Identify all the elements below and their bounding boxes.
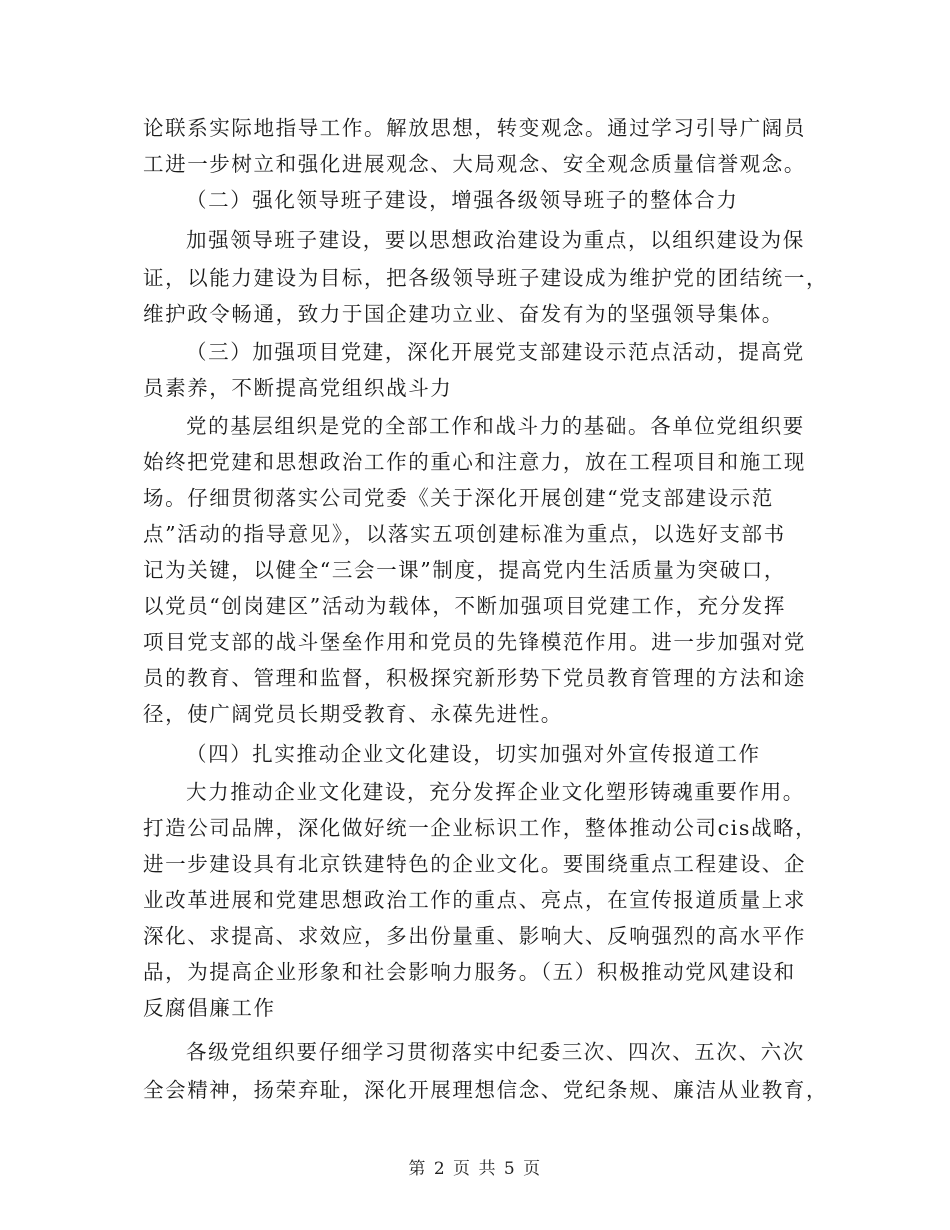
body-text-line: 打造公司品牌，深化做好统一企业标识工作，整体推动公司cis战略， bbox=[143, 816, 818, 840]
body-text-line: 证，以能力建设为目标，把各级领导班子建设成为维护党的团结统一， bbox=[143, 266, 829, 290]
body-text-line: 大力推动企业文化建设，充分发挥企业文化塑形铸魂重要作用。 bbox=[186, 780, 805, 804]
body-text-line: 始终把党建和思想政治工作的重心和注意力，放在工程项目和施工现 bbox=[143, 450, 806, 474]
section-heading: 员素养，不断提高党组织战斗力 bbox=[143, 376, 453, 400]
body-text-line: 项目党支部的战斗堡垒作用和党员的先锋模范作用。进一步加强对党 bbox=[143, 630, 806, 654]
body-text-line: 品，为提高企业形象和社会影响力服务。（五）积极推动党风建设和 bbox=[143, 960, 796, 984]
body-text-line: 反腐倡廉工作 bbox=[143, 996, 276, 1020]
section-heading: （二）强化领导班子建设，增强各级领导班子的整体合力 bbox=[186, 188, 739, 212]
section-heading: （三）加强项目党建，深化开展党支部建设示范点活动，提高党 bbox=[186, 340, 805, 364]
body-text-line: 进一步建设具有北京铁建特色的企业文化。要围绕重点工程建设、企 bbox=[143, 852, 806, 876]
body-text-line: 点”活动的指导意见》，以落实五项创建标准为重点，以选好支部书 bbox=[143, 522, 786, 546]
section-heading: （四）扎实推动企业文化建设，切实加强对外宣传报道工作 bbox=[186, 742, 761, 766]
body-text-line: 全会精神，扬荣弃耻，深化开展理想信念、党纪条规、廉洁从业教育， bbox=[143, 1078, 829, 1102]
body-text-line: 论联系实际地指导工作。解放思想，转变观念。通过学习引导广阔员 bbox=[143, 116, 806, 140]
body-text-line: 场。仔细贯彻落实公司党委《关于深化开展创建“党支部建设示范 bbox=[143, 486, 774, 510]
body-text-line: 径，使广阔党员长期受教育、永葆先进性。 bbox=[143, 702, 563, 726]
body-text-line: 业改革进展和党建思想政治工作的重点、亮点，在宣传报道质量上求 bbox=[143, 888, 806, 912]
body-text-line: 加强领导班子建设，要以思想政治建设为重点，以组织建设为保 bbox=[186, 228, 805, 252]
body-text-line: 员的教育、管理和监督，积极探究新形势下党员教育管理的方法和途 bbox=[143, 666, 806, 690]
page-number-footer: 第 2 页 共 5 页 bbox=[408, 1159, 542, 1179]
body-text-line: 以党员“创岗建区”活动为载体，不断加强项目党建工作，充分发挥 bbox=[143, 594, 786, 618]
body-text-line: 维护政令畅通，致力于国企建功立业、奋发有为的坚强领导集体。 bbox=[143, 302, 784, 326]
body-text-line: 记为关键，以健全“三会一课”制度，提高党内生活质量为突破口， bbox=[143, 558, 786, 582]
body-text-line: 党的基层组织是党的全部工作和战斗力的基础。各单位党组织要 bbox=[186, 414, 805, 438]
body-text-line: 工进一步树立和强化进展观念、大局观念、安全观念质量信誉观念。 bbox=[143, 152, 806, 176]
body-text-line: 深化、求提高、求效应，多出份量重、影响大、反响强烈的高水平作 bbox=[143, 924, 806, 948]
body-text-line: 各级党组织要仔细学习贯彻落实中纪委三次、四次、五次、六次 bbox=[186, 1040, 805, 1064]
